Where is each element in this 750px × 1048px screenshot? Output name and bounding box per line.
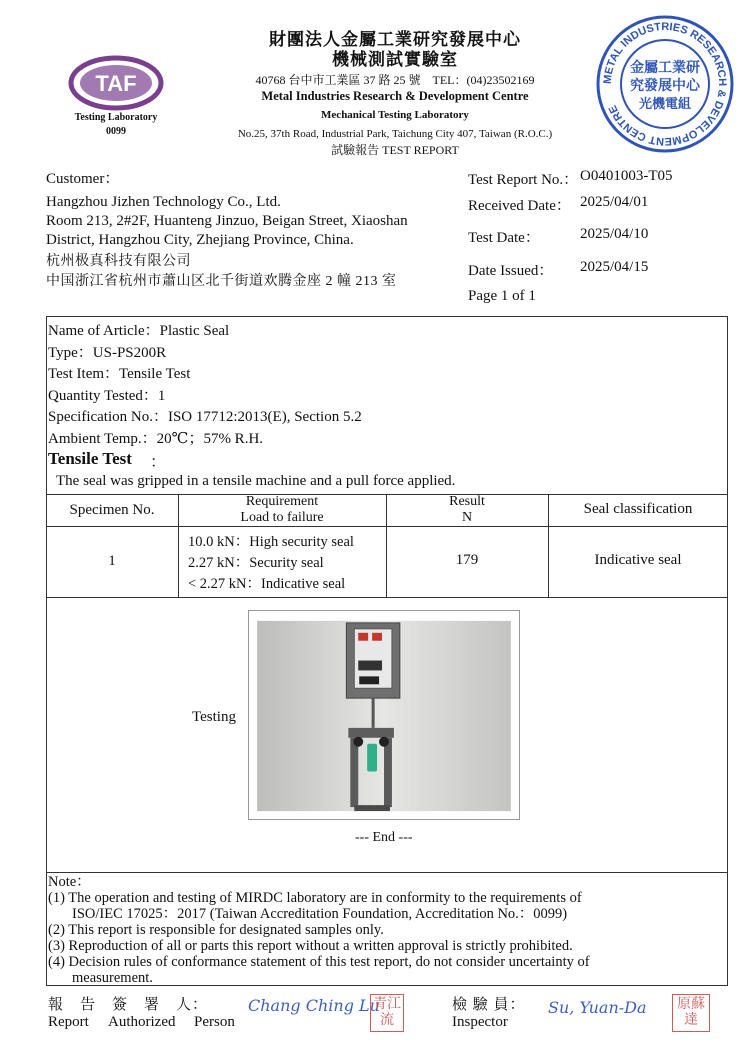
- table-bottom-border: [46, 597, 728, 598]
- customer-address-en-1: Room 213, 2#2F, Huanteng Jinzuo, Beigan Street, Xiaoshan: [46, 213, 408, 229]
- authorized-signature: Chang Ching Lu: [248, 996, 380, 1015]
- taf-caption-line2: 0099: [106, 126, 126, 137]
- article-type: Type：US-PS200R: [48, 345, 167, 361]
- mirdc-seal: [595, 14, 735, 154]
- photo-label: Testing: [192, 709, 236, 725]
- org-name-zh: 財團法人金屬工業研究發展中心: [269, 30, 521, 49]
- page-number: Page 1 of 1: [468, 288, 536, 304]
- cell-result: 179: [455, 552, 479, 568]
- seal-center-line1: 金屬工業研: [630, 61, 700, 76]
- report-no: O0401003-T05: [580, 168, 673, 184]
- header-result-line2: N: [461, 510, 473, 525]
- table-header-divider: [46, 526, 728, 527]
- tensile-description: The seal was gripped in a tensile machine and a pull force applied.: [56, 473, 456, 489]
- issued-date: 2025/04/15: [580, 259, 649, 275]
- taf-caption: [56, 111, 176, 139]
- taf-logo: [68, 55, 164, 111]
- note-1a: (1) The operation and testing of MIRDC laboratory are in conformity to the requirements of: [48, 890, 582, 906]
- taf-caption-line1: Testing Laboratory: [74, 112, 158, 123]
- cell-classification: Indicative seal: [594, 552, 682, 568]
- note-4b: measurement.: [72, 970, 153, 986]
- notes-divider: [46, 872, 728, 873]
- header-specimen: Specimen No.: [69, 502, 155, 518]
- header-result: [386, 494, 548, 526]
- cell-requirement: [188, 532, 354, 595]
- header-requirement-line2: Load to failure: [240, 510, 324, 525]
- inspector-stamp: 原蘇達: [672, 994, 710, 1032]
- lab-name-en: Mechanical Testing Laboratory: [321, 109, 469, 121]
- address-zh: 40768 台中市工業區 37 路 25 號 TEL：(04)23502169: [255, 73, 535, 87]
- authorized-label-zh: 報 告 簽 署 人：: [48, 997, 209, 1013]
- note-4a: (4) Decision rules of conformance statement of this test report, do not consider uncertainty of: [48, 954, 590, 970]
- header-result-line1: Result: [449, 494, 485, 509]
- header-classification: Seal classification: [583, 501, 693, 517]
- specification: Specification No.：ISO 17712:2013(E), Section 5.2: [48, 409, 362, 425]
- customer-label: Customer：: [46, 171, 120, 187]
- ambient-temp: Ambient Temp.：20℃；57% R.H.: [48, 431, 264, 447]
- authorized-label-en-3: Person: [194, 1014, 235, 1030]
- authorized-label-en-1: Report: [48, 1014, 89, 1030]
- header-requirement-line1: Requirement: [245, 494, 319, 509]
- inspector-label-zh: 檢 驗 員：: [452, 997, 526, 1013]
- report-type: 試驗報告 TEST REPORT: [331, 143, 459, 157]
- received-label: Received Date：: [468, 198, 571, 214]
- seal-center-line2: 究發展中心: [630, 79, 700, 94]
- testing-photo: [248, 610, 520, 820]
- requirement-indicative: < 2.27 kN：Indicative seal: [188, 576, 346, 592]
- authorized-stamp: 青江流: [370, 994, 404, 1032]
- quantity-tested: Quantity Tested：1: [48, 388, 166, 404]
- address-en: No.25, 37th Road, Industrial Park, Taichung City 407, Taiwan (R.O.C.): [237, 128, 553, 140]
- tensile-test-title: Tensile Test: [48, 449, 132, 468]
- customer-address-zh: 中国浙江省杭州市蕭山区北千街道欢腾金座 2 幢 213 室: [46, 274, 397, 289]
- tensile-test-colon: ：: [150, 454, 167, 471]
- taf-logo-text: TAF: [95, 71, 137, 96]
- org-name-en: Metal Industries Research & Development Centre: [261, 89, 529, 103]
- requirement-security: 2.27 kN：Security seal: [188, 555, 324, 571]
- test-date-label: Test Date：: [468, 230, 540, 246]
- seal-ring-text: METAL INDUSTRIES RESEARCH & DEVELOPMENT CENTRE: [601, 20, 729, 148]
- authorized-label-en-2: Authorized: [108, 1014, 176, 1030]
- lab-name-zh: 機械測試實驗室: [332, 50, 458, 69]
- issued-label: Date Issued：: [468, 263, 554, 279]
- requirement-high: 10.0 kN：High security seal: [188, 534, 354, 550]
- inspector-signature: Su, Yuan-Da: [548, 998, 647, 1017]
- received-date: 2025/04/01: [580, 194, 649, 210]
- article-name: Name of Article：Plastic Seal: [48, 323, 230, 339]
- report-no-label: Test Report No.：: [468, 172, 579, 188]
- customer-address-en-2: District, Hangzhou City, Zhejiang Province, China.: [46, 232, 354, 248]
- note-2: (2) This report is responsible for designated samples only.: [48, 922, 384, 938]
- note-3: (3) Reproduction of all or parts this report without a written approval is strictly prohibited.: [48, 938, 573, 954]
- note-1b: ISO/IEC 17025：2017 (Taiwan Accreditation Foundation, Accreditation No.：0099): [72, 906, 568, 922]
- notes-title: Note：: [48, 874, 91, 890]
- inspector-label-en: Inspector: [452, 1014, 508, 1030]
- customer-name-zh: 杭州极真科技有限公司: [46, 254, 191, 269]
- header-requirement: [178, 494, 386, 526]
- test-date: 2025/04/10: [580, 226, 649, 242]
- customer-name-en: Hangzhou Jizhen Technology Co., Ltd.: [46, 194, 281, 210]
- seal-center-line3: 光機電組: [638, 96, 692, 111]
- end-marker: --- End ---: [355, 830, 413, 845]
- test-item: Test Item：Tensile Test: [48, 366, 191, 382]
- cell-specimen: 1: [108, 553, 116, 569]
